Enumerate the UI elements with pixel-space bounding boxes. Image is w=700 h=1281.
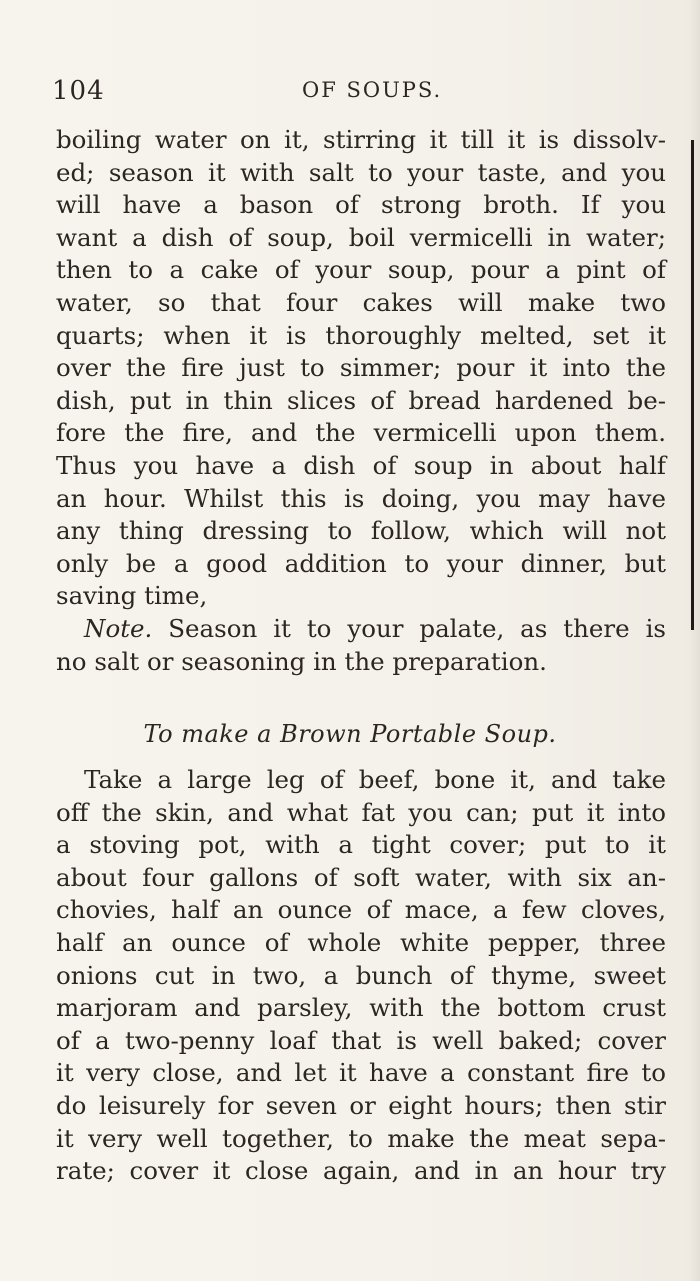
binding-rule	[691, 140, 694, 630]
text-line: saving time,	[56, 581, 208, 611]
text-line: half an ounce of whole white pepper, three	[56, 927, 666, 957]
note-line-1	[56, 613, 666, 646]
text-line: want a dish of soup, boil vermicelli in water;	[56, 222, 666, 252]
note-text: Season it to your palate, as there is	[152, 613, 666, 643]
text-line: water, so that four cakes will make two	[56, 287, 666, 317]
paragraph-2	[56, 764, 666, 1188]
text-line: off the skin, and what fat you can; put it into	[56, 797, 666, 827]
text-line: an hour. Whilst this is doing, you may have	[56, 483, 666, 513]
text-line: marjoram and parsley, with the bottom crust	[56, 993, 666, 1023]
text-line: chovies, half an ounce of mace, a few cloves,	[56, 895, 666, 925]
text-line: boiling water on it, stirring it till it is dissolv-	[56, 125, 666, 154]
running-head: OF SOUPS.	[302, 78, 443, 102]
text-line: ed; season it with salt to your taste, and you	[56, 157, 666, 187]
page-number: 104	[52, 76, 105, 106]
text-line: it very close, and let it have a constant fire to	[56, 1058, 666, 1088]
paragraph-1	[56, 124, 666, 678]
text-line: fore the fire, and the vermicelli upon them.	[56, 418, 666, 448]
text-line: it very well together, to make the meat sepa-	[56, 1123, 666, 1153]
text-line: Take a large leg of beef, bone it, and take	[84, 765, 666, 794]
text-line: Thus you have a dish of soup in about half	[56, 450, 666, 480]
note-line-2: no salt or seasoning in the preparation.	[56, 646, 547, 676]
page-edge-shadow	[688, 0, 700, 1281]
text-line: then to a cake of your soup, pour a pint of	[56, 255, 666, 285]
text-line: quarts; when it is thoroughly melted, set it	[56, 320, 666, 350]
text-line: a stoving pot, with a tight cover; put to it	[56, 830, 666, 860]
text-line: onions cut in two, a bunch of thyme, sweet	[56, 960, 666, 990]
text-line: dish, put in thin slices of bread hardened be-	[56, 385, 666, 415]
section-heading: To make a Brown Portable Soup.	[143, 720, 557, 748]
text-line: of a two-penny loaf that is well baked; cover	[56, 1025, 666, 1055]
text-line: will have a bason of strong broth. If you	[56, 190, 666, 220]
text-line: do leisurely for seven or eight hours; then stir	[56, 1090, 666, 1120]
text-line: over the fire just to simmer; pour it into the	[56, 353, 666, 383]
text-line: rate; cover it close again, and in an hour try	[56, 1156, 666, 1186]
text-line: about four gallons of soft water, with six an-	[56, 862, 666, 892]
note-label: Note.	[84, 613, 153, 643]
page-header	[52, 76, 662, 106]
text-line: only be a good addition to your dinner, but	[56, 548, 666, 578]
text-line: any thing dressing to follow, which will not	[56, 516, 666, 546]
